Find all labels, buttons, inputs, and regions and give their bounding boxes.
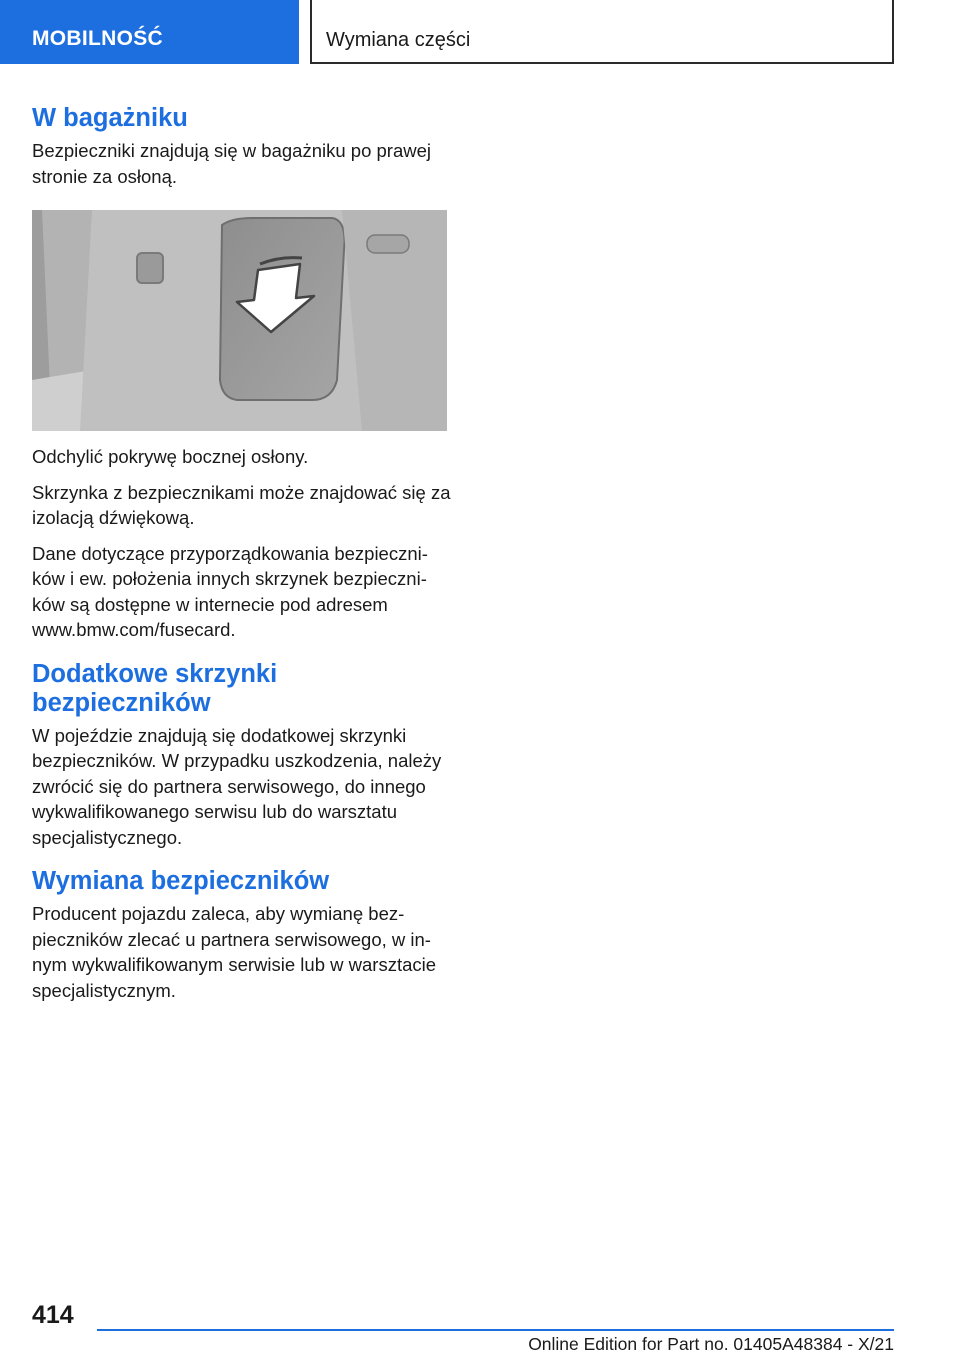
footer-edition-text: Online Edition for Part no. 01405A48384 - X/21 <box>528 1334 894 1354</box>
trunk-paragraph-2: Dane dotyczące przyporządkowania bezpieczników i ew. położenia innych skrzynek bezpieczników są dostępne w internecie pod adresem www.bmw.com/fusecard. <box>32 542 428 640</box>
footer-divider <box>97 1329 894 1331</box>
trunk-caption: Odchylić pokrywę bocznej osłony. <box>32 446 309 467</box>
additional-fuse-boxes-paragraph: W pojeździe znajdują się dodatkowej skrzynki bezpieczników. W przypadku uszkodzenia, należy zwrócić się do partnera serwisowego, do innego wykwalifikowanego serwisu lub do warsztatu specjalistycznego. <box>32 724 442 848</box>
trunk-intro-paragraph: Bezpieczniki znajdują się w bagażniku po prawej stronie za osłoną. <box>32 140 432 187</box>
section-heading-fuse-replacement: Wymiana bezpieczników <box>32 867 330 895</box>
header-section-tab <box>0 0 299 64</box>
header-chapter-label: Wymiana części <box>326 29 471 51</box>
section-heading-additional-fuse-boxes: Dodatkowe skrzynki bezpieczników <box>32 659 278 717</box>
trunk-fuse-cover-illustration <box>32 210 447 431</box>
fuse-replacement-paragraph: Producent pojazdu zaleca, aby wymianę bezpieczników zlecać u partnera serwisowego, w innym wykwalifikowanym serwisie lub w warsztacie specjalistycznym. <box>32 903 437 1001</box>
trunk-paragraph-1: Skrzynka z bezpiecznikami może znajdować się za izolacją dźwiękową. <box>32 481 451 528</box>
section-heading-trunk: W bagażniku <box>32 104 188 132</box>
page-number: 414 <box>32 1301 74 1329</box>
header-section-label: MOBILNOŚĆ <box>32 27 164 50</box>
main-content <box>32 104 452 1003</box>
header-chapter-box <box>310 0 894 64</box>
